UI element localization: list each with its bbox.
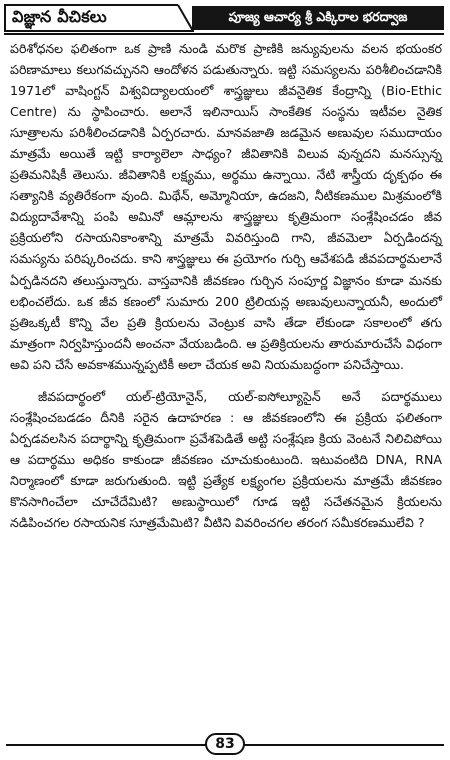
paragraph-1: పరిశోధనల ఫలితంగా ఒక ప్రాణి నుండి మరొక ప్రాణికి జన్యువులను వలన భయంకర పరిణామాలు కలుగవచ్చునని ఆందోళన పడుతున్నారు. ఇట్టి సమస్యలను పరిశీలించడానికి 1971లో వాషింగ్టన్ విశ్వవిద్యాలయంలో శాస్త్రజ్ఞులు జీవనైతిక కేంద్రాన్ని (Bio-Ethic Centre) ను స్థాపించారు. అలానే ఇలినాయిస్ సాంకేతిక సంస్థను ఇటీవల నైతిక సూత్రాలను పరిశీలించడానికి ఏర్పరచారు. మానవజాతి జడమైన అణువుల సముదాయం మాత్రమే అయితే ఇట్టి కార్యాలెలా సాధ్యం? జీవితానికి విలువ వున్నదని మనస్సున్న ప్రతిమనిషికీ తెలుసు. జీవితానికి లక్ష్యము, అర్థము ఉన్నాయి. నేటి శాస్త్రీయ దృక్పథం ఈ సత్యానికి వ్యతిరేకంగా వుంది. మిథేన్, అమ్మోనియా, ఉదజని, నీటికణముల మిశ్రమంలోకి విద్యుదావేశాన్ని పంపి అమినో ఆమ్లాలను శాస్త్రజ్ఞులు కృత్రిమంగా సంశ్లేషించడం జీవ ప్రక్రియలోని రసాయనికాంశాన్ని మాత్రమే వివరిస్తుంది గాని, జీవమెలా ఏర్పడిందన్న సమస్యను పరిష్కరించదు. కాని శాస్త్రజ్ఞులు ఈ ప్రయోగం గుర్చి ఆవేశపడి జీవపదార్థమలానే ఏర్పడినదని తలుస్తున్నారు. వాస్తవానికి జీవకణం గుర్చిన సంపూర్ణ విజ్ఞానం కూడా మనకు లభించలేదు. ఒక జీవ కణంలో సుమారు 200 ట్రిలియన్ల అణువులున్నాయనీ, అందులో ప్రతిఒక్కటీ కొన్ని వేల ప్రతి క్రియలను వెంట్రుక వాసి తేడా లేకుండా సకాలంలో తగు మాత్రంగా నిర్వహిస్తుందనీ అంచనా వేయబడింది. ఆ ప్రతిక్రియలను తారుమారుచేసే విధంగా అవి పని చేసే అవకాశమున్నప్పటికీ అలా చేయక అవి నియమబద్ధంగా పనిచేస్తాయి. [10,41,442,372]
running-header [4,4,444,34]
paragraph-2: జీవపదార్థంలో యల్-ట్రియోనైన్, యల్-ఐసోల్యూసైన్ అనే పదార్థములు సంశ్లేషించబడడం దీనికి సరైన ఉదాహరణ : ఆ జీవకణంలోని ఈ ప్రక్రియ ఫలితంగా ఏర్పడవలసిన పదార్థాన్ని కృత్రిమంగా ప్రవేశపెడితే అట్టి సంశ్లేషణ క్రియ వెంటనే నిలిచిపోయి ఆ పదార్థము అధికం కాకుండా జీవకణం చూచుకుంటుంది. ఇటువంటిది DNA, RNA నిర్మాణంలో కూడా జరుగుతుంది. ఇట్టి ప్రత్యేక లక్ష్యంగల ప్రక్రియలను మాత్రమే జీవకణం కొనసాగించేలా చూచేదేమిటి? అణుస్థాయిలో గూడ ఇట్టి సచేతనమైన క్రియలను నడిపించగల రసాయనిక సూత్రమేమిటి? వీటిని వివరించగల తరంగ సమీకరణములేవి ? [10,388,442,531]
author-name: పూజ్య ఆచార్య శ్రీ ఎక్కిరాల భరద్వాజ [192,6,444,30]
page-footer [0,733,450,757]
body-text [10,38,442,533]
header-rule [4,33,444,35]
page-number: 83 [205,733,245,755]
book-title: విజ్ఞాన వీచికలు [4,4,174,32]
header-divider-ornament [172,4,194,32]
